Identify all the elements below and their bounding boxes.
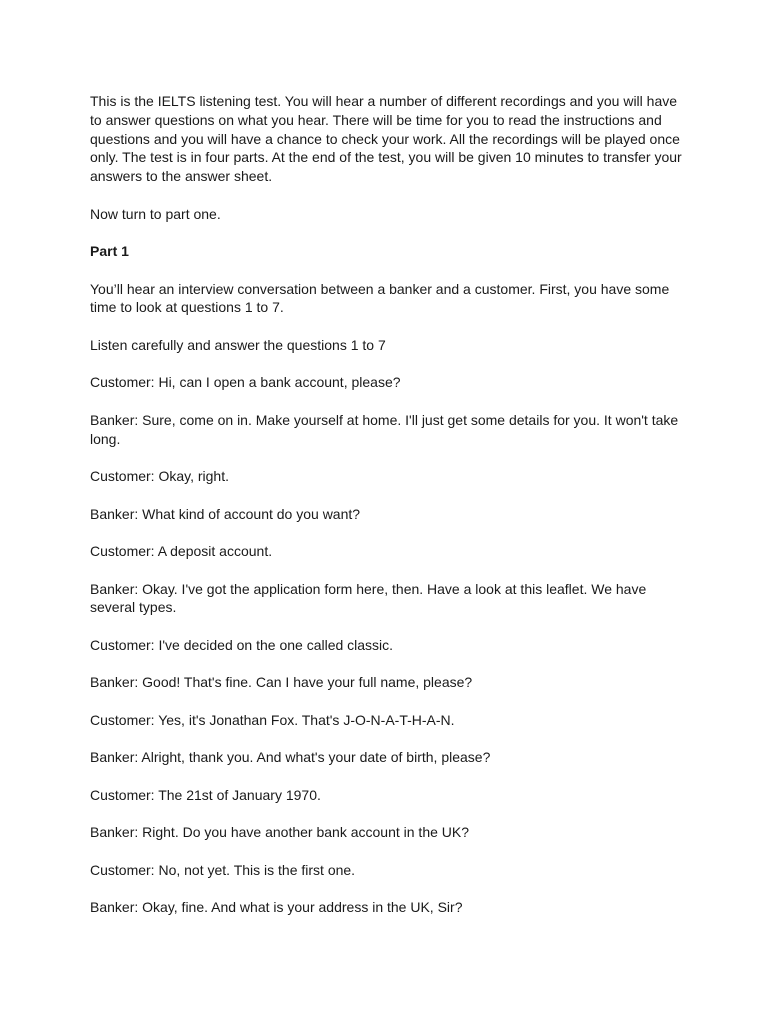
- dialogue-line: Customer: Yes, it's Jonathan Fox. That's J-O-N-A-T-H-A-N.: [90, 711, 455, 728]
- instruction-paragraph: Listen carefully and answer the questions 1 to 7: [90, 336, 386, 353]
- dialogue-line: Banker: Alright, thank you. And what's your date of birth, please?: [90, 749, 491, 766]
- dialogue-line: Banker: Right. Do you have another bank account in the UK?: [90, 824, 470, 841]
- dialogue-line: Banker: Okay. I've got the application form here, then. Have a look at this leaflet. We have several types.: [90, 580, 647, 616]
- turn-to-part-paragraph: Now turn to part one.: [90, 205, 221, 222]
- dialogue-line: Customer: The 21st of January 1970.: [90, 786, 321, 803]
- part-heading: Part 1: [90, 243, 129, 260]
- dialogue-line: Customer: No, not yet. This is the first one.: [90, 861, 356, 878]
- dialogue-line: Customer: A deposit account.: [90, 543, 273, 560]
- dialogue-line: Banker: Good! That's fine. Can I have your full name, please?: [90, 674, 473, 691]
- dialogue-line: Customer: Okay, right.: [90, 468, 230, 485]
- part-intro-paragraph: You’ll hear an interview conversation between a banker and a customer. First, you have some time to look at questions 1 to 7.: [90, 280, 670, 316]
- intro-paragraph: This is the IELTS listening test. You will hear a number of different recordings and you will have to answer questions on what you hear. There will be time for you to read the instructions and questions and you will have a chance to check your work. All the recordings will be played once only. The test is in four parts. At the end of the test, you will be given 10 minutes to transfer your answers to the answer sheet.: [90, 93, 682, 185]
- dialogue-line: Banker: Okay, fine. And what is your address in the UK, Sir?: [90, 899, 463, 916]
- dialogue-line: Banker: What kind of account do you want?: [90, 505, 361, 522]
- dialogue-line: Banker: Sure, come on in. Make yourself at home. I'll just get some details for you. It won't take long.: [90, 411, 679, 447]
- dialogue-line: Customer: Hi, can I open a bank account, please?: [90, 374, 401, 391]
- document-page: [90, 92, 682, 936]
- dialogue-line: Customer: I've decided on the one called classic.: [90, 636, 394, 653]
